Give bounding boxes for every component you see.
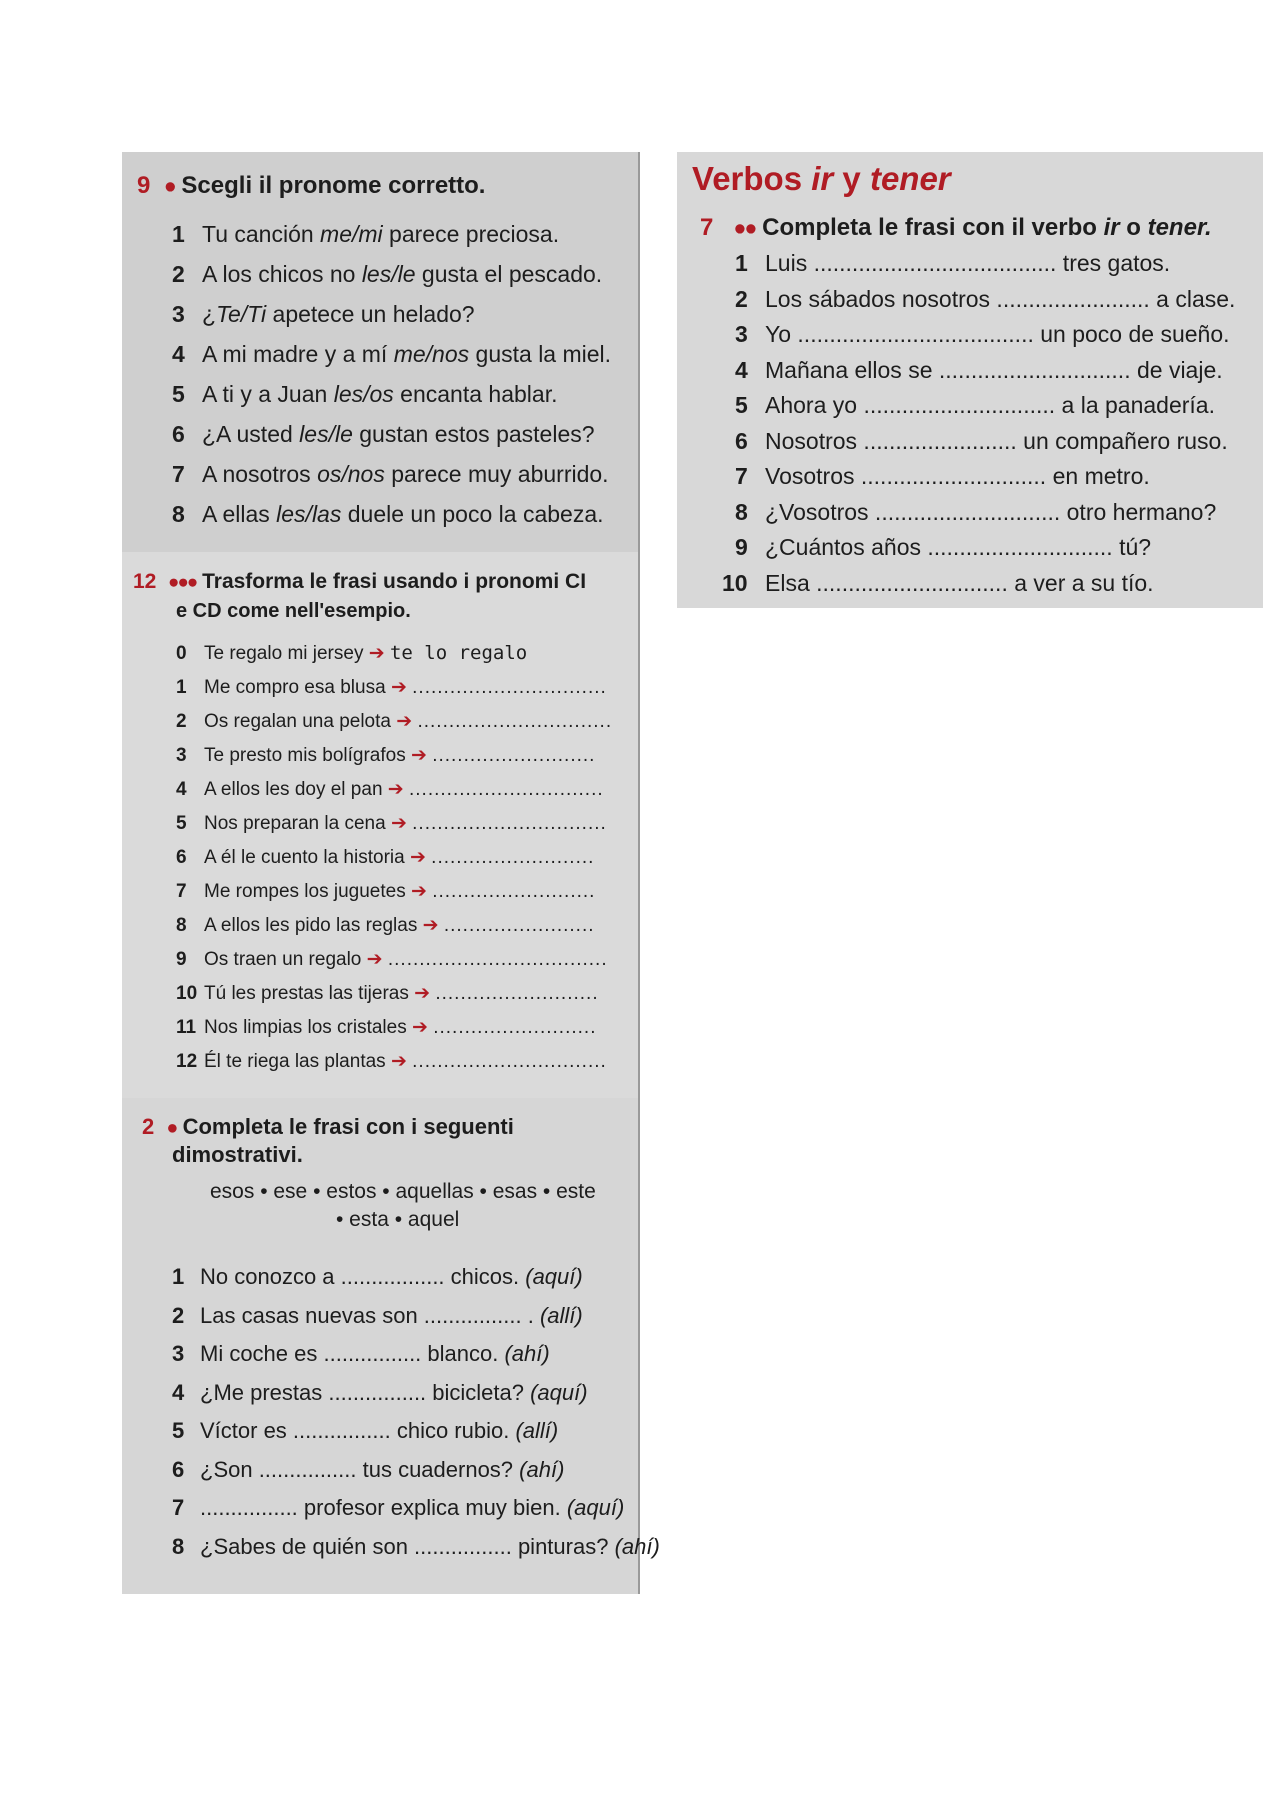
list-item [735, 463, 1150, 490]
item-number: 8 [735, 498, 748, 525]
item-number: 11 [176, 1017, 197, 1038]
item-text: ¿Sabes de quién son ................ pinturas? [200, 1533, 615, 1559]
arrow-icon: ➔ [396, 711, 413, 732]
exercise-title-line-2: dimostrativi. [172, 1142, 303, 1167]
list-item [735, 534, 1151, 561]
item-text: Nos limpias los cristales [204, 1017, 407, 1038]
location-hint: (allí) [539, 1302, 583, 1328]
item-text: parece preciosa. [382, 221, 560, 247]
exercise-title-line-1: Trasforma le frasi usando i pronomi CI [202, 570, 587, 593]
answer-blank: ............................... [417, 711, 613, 732]
item-number: 9 [735, 534, 748, 560]
list-item [722, 570, 1154, 597]
item-text: Elsa .............................. a ver a su tío. [765, 569, 1154, 596]
list-item [176, 676, 607, 699]
item-text: ¿Me prestas ................ bicicleta? [200, 1379, 531, 1405]
section-title-part: y [833, 160, 870, 197]
arrow-icon: ➔ [390, 1051, 407, 1072]
section-title-part: Verbos [692, 160, 812, 197]
item-number: 6 [172, 421, 185, 447]
answer-blank: .......................... [432, 881, 596, 902]
answer-blank: ................................... [387, 949, 608, 970]
item-number: 5 [172, 1418, 185, 1443]
item-number: 2 [172, 261, 185, 287]
item-text: A ti y a Juan [202, 381, 334, 407]
answer-blank: ............................... [412, 813, 607, 834]
section-title-tener: tener [869, 160, 951, 197]
item-number: 3 [735, 321, 748, 347]
item-text: Tu canción [202, 221, 321, 247]
column-divider [638, 152, 640, 1594]
word-bank-line-1: esos • ese • estos • aquellas • esas • este [210, 1180, 596, 1203]
item-number: 12 [176, 1051, 198, 1072]
arrow-icon: ➔ [390, 813, 407, 834]
item-number: 7 [172, 1495, 185, 1520]
item-text: Ahora yo .............................. a la panadería. [765, 392, 1215, 418]
pronoun-options: me/nos [393, 341, 470, 367]
location-hint: (allí) [515, 1418, 559, 1443]
item-text: A nosotros [202, 461, 318, 487]
list-item [172, 341, 611, 368]
arrow-icon: ➔ [422, 915, 439, 936]
item-text: Él te riega las plantas [204, 1051, 386, 1072]
item-number: 9 [176, 949, 187, 970]
item-number: 7 [172, 461, 185, 487]
item-number: 8 [176, 915, 187, 936]
location-hint: (ahí) [519, 1456, 565, 1482]
answer-blank: .......................... [432, 745, 596, 766]
item-text: ¿A usted [202, 421, 300, 447]
list-item [176, 744, 595, 767]
exercise-7-heading [700, 214, 1212, 242]
item-text: ¿ [202, 301, 217, 327]
item-number: 6 [735, 427, 748, 454]
pronoun-options: les/le [361, 261, 416, 287]
item-number: 7 [176, 881, 187, 902]
exercise-title [762, 214, 1211, 241]
item-text: duele un poco la cabeza. [341, 501, 604, 527]
item-number: 3 [176, 745, 187, 766]
arrow-icon: ➔ [366, 949, 383, 970]
section-title [692, 160, 951, 198]
exercise-title-tener: tener. [1147, 214, 1212, 241]
list-item [172, 1418, 558, 1444]
item-text: Nos preparan la cena [204, 813, 386, 834]
answer-blank: ............................... [409, 779, 604, 800]
item-text: gusta la miel. [469, 341, 612, 367]
item-text: apetece un helado? [266, 301, 475, 327]
list-item [735, 428, 1228, 455]
item-number: 8 [172, 1533, 185, 1559]
location-hint: (ahí) [614, 1533, 660, 1559]
item-text: Os traen un regalo [204, 949, 362, 970]
answer-blank: ........................ [443, 915, 595, 936]
exercise-number: 12 [133, 570, 157, 593]
item-number: 6 [176, 847, 187, 868]
list-item [172, 1534, 660, 1560]
arrow-icon: ➔ [412, 1017, 428, 1038]
exercise-title-part: Completa le frasi con il verbo [762, 214, 1104, 241]
answer-blank: .......................... [431, 847, 595, 868]
item-number: 1 [172, 221, 185, 247]
difficulty-bullet-icon: ● [166, 1117, 177, 1139]
exercise-title-part: o [1119, 214, 1148, 241]
arrow-icon: ➔ [411, 881, 427, 902]
example-answer: te lo regalo [389, 642, 528, 664]
exercise-number: 2 [142, 1114, 155, 1139]
item-text: Víctor es ................ chico rubio. [200, 1418, 516, 1443]
list-item [176, 880, 595, 903]
exercise-2-heading [142, 1114, 514, 1140]
exercise-number: 7 [700, 214, 714, 241]
list-item [176, 982, 599, 1005]
exercise-number: 9 [137, 172, 151, 199]
arrow-icon: ➔ [410, 745, 427, 766]
list-item [176, 914, 595, 937]
item-text: Mañana ellos se .............................. de viaje. [765, 356, 1223, 383]
list-item [172, 501, 604, 528]
item-text: Me rompes los juguetes [204, 881, 406, 902]
item-text: Nosotros ........................ un compañero ruso. [765, 427, 1228, 454]
arrow-icon: ➔ [414, 983, 431, 1004]
item-number: 4 [735, 356, 748, 383]
pronoun-options: les/las [276, 501, 342, 527]
item-text: Te presto mis bolígrafos [204, 745, 406, 766]
answer-blank: .......................... [435, 983, 599, 1004]
exercise-9-heading [137, 172, 485, 200]
list-item [172, 1457, 564, 1483]
list-item [172, 221, 559, 248]
pronoun-options: Te/Ti [216, 301, 267, 327]
item-text: Tú les prestas las tijeras [204, 983, 409, 1004]
list-item [172, 1380, 588, 1406]
item-number: 10 [722, 569, 748, 596]
item-text: ................ profesor explica muy bien. [200, 1495, 567, 1520]
item-number: 5 [735, 392, 748, 418]
section-title-ir: ir [811, 160, 834, 197]
list-item [172, 1303, 583, 1329]
item-number: 2 [172, 1302, 185, 1328]
item-text: Las casas nuevas son ................ . [200, 1302, 540, 1328]
exercise-title-ir: ir [1103, 214, 1120, 241]
list-item [176, 710, 612, 733]
list-item [172, 1495, 624, 1521]
list-item [176, 846, 594, 869]
item-text: gusta el pescado. [415, 261, 603, 287]
item-number: 5 [176, 813, 187, 834]
difficulty-bullet-icon: ●● [733, 215, 756, 240]
item-text: No conozco a ................. chicos. [200, 1264, 526, 1289]
list-item [735, 286, 1235, 313]
item-text: ¿Vosotros ............................. otro hermano? [765, 498, 1217, 525]
item-number: 5 [172, 381, 185, 407]
answer-blank: ............................... [412, 677, 607, 698]
location-hint: (aquí) [525, 1264, 583, 1289]
item-number: 3 [172, 301, 185, 327]
item-number: 1 [172, 1264, 185, 1289]
item-text: A los chicos no [202, 261, 362, 287]
list-item [176, 948, 608, 971]
list-item [172, 381, 557, 408]
list-item [735, 357, 1223, 384]
exercise-title-line-2: e CD come nell'esempio. [176, 600, 411, 622]
arrow-icon: ➔ [390, 677, 407, 698]
list-item [176, 1016, 596, 1039]
item-text: Mi coche es ................ blanco. [200, 1341, 505, 1366]
word-bank-line-2: • esta • aquel [336, 1208, 460, 1231]
list-item [735, 499, 1216, 526]
item-text: ¿Cuántos años ............................. tú? [765, 534, 1152, 560]
item-text: Yo ..................................... un poco de sueño. [765, 321, 1230, 347]
item-number: 7 [735, 463, 748, 489]
item-number: 2 [735, 285, 748, 312]
answer-blank: ............................... [412, 1051, 607, 1072]
item-number: 4 [172, 1379, 185, 1405]
item-number: 1 [735, 250, 748, 276]
pronoun-options: les/le [299, 421, 353, 447]
item-text: ¿Son ................ tus cuadernos? [200, 1456, 520, 1482]
arrow-icon: ➔ [409, 847, 426, 868]
item-text: Los sábados nosotros ........................ a clase. [765, 285, 1236, 312]
difficulty-bullet-icon: ● [163, 173, 175, 198]
exercise-title: Scegli il pronome corretto. [181, 172, 486, 199]
location-hint: (aquí) [566, 1495, 625, 1520]
pronoun-options: me/mi [320, 221, 383, 247]
item-text: gustan estos pasteles? [352, 421, 595, 447]
pronoun-options: os/nos [317, 461, 385, 487]
item-text: Me compro esa blusa [204, 677, 386, 698]
item-text: Luis ...................................... tres gatos. [765, 250, 1171, 276]
item-number: 6 [172, 1456, 185, 1482]
item-number: 4 [176, 779, 187, 800]
location-hint: (aquí) [530, 1379, 588, 1405]
item-number: 2 [176, 711, 187, 732]
item-text: A él le cuento la historia [204, 847, 405, 868]
item-text: parece muy aburrido. [384, 461, 609, 487]
arrow-icon: ➔ [387, 779, 404, 800]
list-item [172, 261, 602, 288]
list-item [735, 250, 1170, 277]
item-text: Os regalan una pelota [204, 711, 391, 732]
item-text: A ellas [202, 501, 277, 527]
arrow-icon: ➔ [368, 643, 385, 664]
item-number: 4 [172, 341, 185, 367]
list-item [735, 321, 1230, 348]
item-text: Te regalo mi jersey [204, 643, 364, 664]
item-number: 3 [172, 1341, 185, 1366]
item-text: A mi madre y a mí [202, 341, 394, 367]
pronoun-options: les/os [333, 381, 394, 407]
list-item [735, 392, 1215, 419]
list-item [172, 1341, 550, 1367]
list-item [172, 421, 595, 448]
item-number: 10 [176, 983, 198, 1004]
item-number: 0 [176, 643, 187, 664]
list-item [172, 1264, 583, 1290]
item-number: 8 [172, 501, 185, 527]
list-item [172, 301, 475, 328]
list-item [176, 642, 527, 665]
exercise-12-heading [133, 570, 586, 594]
item-text: encanta hablar. [393, 381, 558, 407]
item-number: 1 [176, 677, 187, 698]
exercise-title-line-1: Completa le frasi con i seguenti [182, 1114, 514, 1139]
item-text: Vosotros ............................. en metro. [765, 463, 1150, 489]
list-item [176, 812, 607, 835]
location-hint: (ahí) [504, 1341, 550, 1366]
list-item [176, 778, 604, 801]
item-text: A ellos les pido las reglas [204, 915, 418, 936]
list-item [176, 1050, 607, 1073]
list-item [172, 461, 609, 488]
answer-blank: .......................... [433, 1017, 597, 1038]
item-text: A ellos les doy el pan [204, 779, 383, 800]
difficulty-bullet-icon: ●●● [168, 572, 197, 593]
